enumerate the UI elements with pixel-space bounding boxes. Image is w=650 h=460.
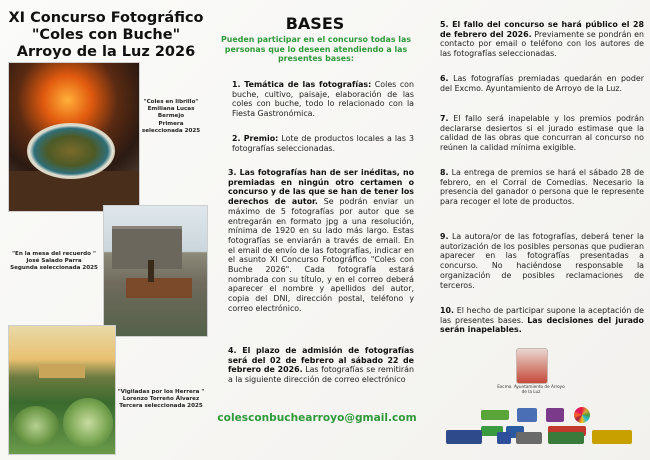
rule-tail: Las decisiones del jurado serán inapelables. xyxy=(440,315,644,335)
table-shape xyxy=(126,278,192,298)
photo-en-la-mesa-del-recuerdo xyxy=(103,205,208,337)
rule-2 xyxy=(232,134,414,153)
rule-3 xyxy=(228,168,414,314)
rule-bold: 4. El plazo de admisión de fotografías será del 02 de febrero al sábado 22 de febrero de 2026. xyxy=(228,346,414,375)
title-line: Arroyo de la Luz 2026 xyxy=(16,44,196,60)
photo-vigiladas-por-los-herrera xyxy=(8,325,116,455)
sponsor-logo-icon xyxy=(481,410,509,420)
photo-caption-3 xyxy=(114,389,208,411)
caption-rank: Segunda seleccionada 2025 xyxy=(10,265,98,272)
house-shape xyxy=(112,226,182,269)
caption-title: "Coles en librillo" xyxy=(143,99,199,105)
town-logo-text: Excmo. Ayuntamiento de Arroyo de la Luz xyxy=(497,384,565,394)
rule-text: Coles con buche, cultivo, paisaje, elaboración de las coles con buche, todo lo relacionado con la Fiesta Gastronómica. xyxy=(232,80,415,119)
rule-bold: 6. xyxy=(440,74,449,83)
rule-text: Se podrán enviar un máximo de 5 fotografías por autor que se entregarán en formato jpg a una resolución, mínima de 1920 en su lado más largo. Estas fotografías se enviarán a través de email. En el email de envío de las fotografías, indicar en el asunto XI Concurso Fotográfico "Coles con Buche 2026". Cada fotografía estará nombrada con su título, y en el correo deberá aparecer el nombre y apellidos del autor, copia del DNI, dirección postal, teléfono y correo electrónico. xyxy=(228,197,415,313)
caption-author: José Salado Parra xyxy=(26,258,82,265)
caption-author: Emiliana Lucas Bermejo xyxy=(147,106,195,120)
poster-title xyxy=(6,10,206,61)
rule-5 xyxy=(440,20,644,59)
sponsor-logo-icon xyxy=(516,432,542,444)
rule-bold: 3. Las fotografías han de ser inéditas, no premiadas en ningún otro certamen o concurso y de las que se han de tener los derechos de autor. xyxy=(228,168,414,207)
government-logo-icon xyxy=(592,430,632,444)
rule-1 xyxy=(232,80,414,119)
rule-bold: 10. xyxy=(440,306,454,315)
sponsor-logo-icon xyxy=(517,408,537,422)
contact-email[interactable]: colesconbuchearroyo@gmail.com xyxy=(217,412,417,424)
bases-heading: BASES xyxy=(285,14,345,33)
sdg-wheel-icon xyxy=(574,407,590,423)
caption-rank: Primera seleccionada 2025 xyxy=(141,120,201,134)
rule-text: Previamente se pondrán en contacto por email o teléfono con los autores de las fotografías seleccionadas. xyxy=(440,29,644,59)
rule-bold: 2. Premio: xyxy=(232,134,279,143)
caption-title: "Vigiladas por los Herrera " xyxy=(117,389,205,395)
rule-text: La autora/or de las fotografías, deberá tener la autorización de los posibles personas que pudieran aparecer en las fotografías presentadas a concurso. No haciéndose responsable la organización de posibles reclamaciones de terceros. xyxy=(440,232,644,290)
sponsor-logo-icon xyxy=(546,408,564,422)
castle-shape xyxy=(39,364,85,378)
rule-text: Las fotografías se remitirán a la siguiente dirección de correo electrónico xyxy=(228,365,414,385)
bases-intro: Pueden participar en el concurso todas las personas que lo deseen atendiendo a las presentes bases: xyxy=(220,35,412,64)
rule-text: El hecho de participar supone la aceptación de las presentes bases. xyxy=(440,306,644,325)
rule-bold: 5. El fallo del concurso se hará público el 28 de febrero del 2026. xyxy=(440,20,644,39)
sponsor-logo-icon xyxy=(446,430,482,444)
title-line: XI Concurso Fotográfico xyxy=(8,10,204,26)
rule-text: El fallo será inapelable y los premios podrán declararse desiertos si el jurado estimase que la calidad de las obras que concurran al concurso no reúnen la calidad mínima exigible. xyxy=(440,114,644,153)
rule-10 xyxy=(440,306,644,335)
caption-title: "En la mesa del recuerdo " xyxy=(12,251,96,257)
rule-9 xyxy=(440,232,644,290)
bottle-shape xyxy=(148,260,154,282)
rule-7 xyxy=(440,114,644,153)
photo-caption-1 xyxy=(138,99,204,135)
rule-bold: 8. xyxy=(440,168,449,177)
title-line: "Coles con Buche" xyxy=(31,27,181,43)
rule-bold: 1. Temática de las fotografías: xyxy=(232,80,372,89)
rule-bold: 7. xyxy=(440,114,449,123)
rule-bold: 9. xyxy=(440,232,449,241)
caption-author: Lorenzo Torreño Álvarez xyxy=(122,396,200,403)
town-coat-of-arms-icon xyxy=(516,348,548,384)
sponsor-logo-icon xyxy=(548,432,584,444)
bowl-shape xyxy=(27,123,115,179)
rule-4 xyxy=(228,346,414,385)
photo-caption-2 xyxy=(6,251,102,273)
cabbage-shape xyxy=(13,406,59,446)
rule-8 xyxy=(440,168,644,207)
cabbage-shape xyxy=(63,398,113,448)
photo-coles-en-librillo xyxy=(8,62,140,212)
rule-text: Las fotografías premiadas quedarán en poder del Excmo. Ayuntamiento de Arroyo de la Luz. xyxy=(440,74,644,93)
caption-rank: Tercera seleccionada 2025 xyxy=(119,403,203,410)
rule-text: La entrega de premios se hará el sábado 28 de febrero, en el Corral de Comedias. Necesario la presencia del ganador o persona que le represente para recoger el lote de productos. xyxy=(440,168,644,207)
rule-6 xyxy=(440,74,644,93)
rule-text: Lote de productos locales a las 3 fotografías seleccionadas. xyxy=(232,134,415,153)
eu-flag-icon xyxy=(497,432,511,444)
